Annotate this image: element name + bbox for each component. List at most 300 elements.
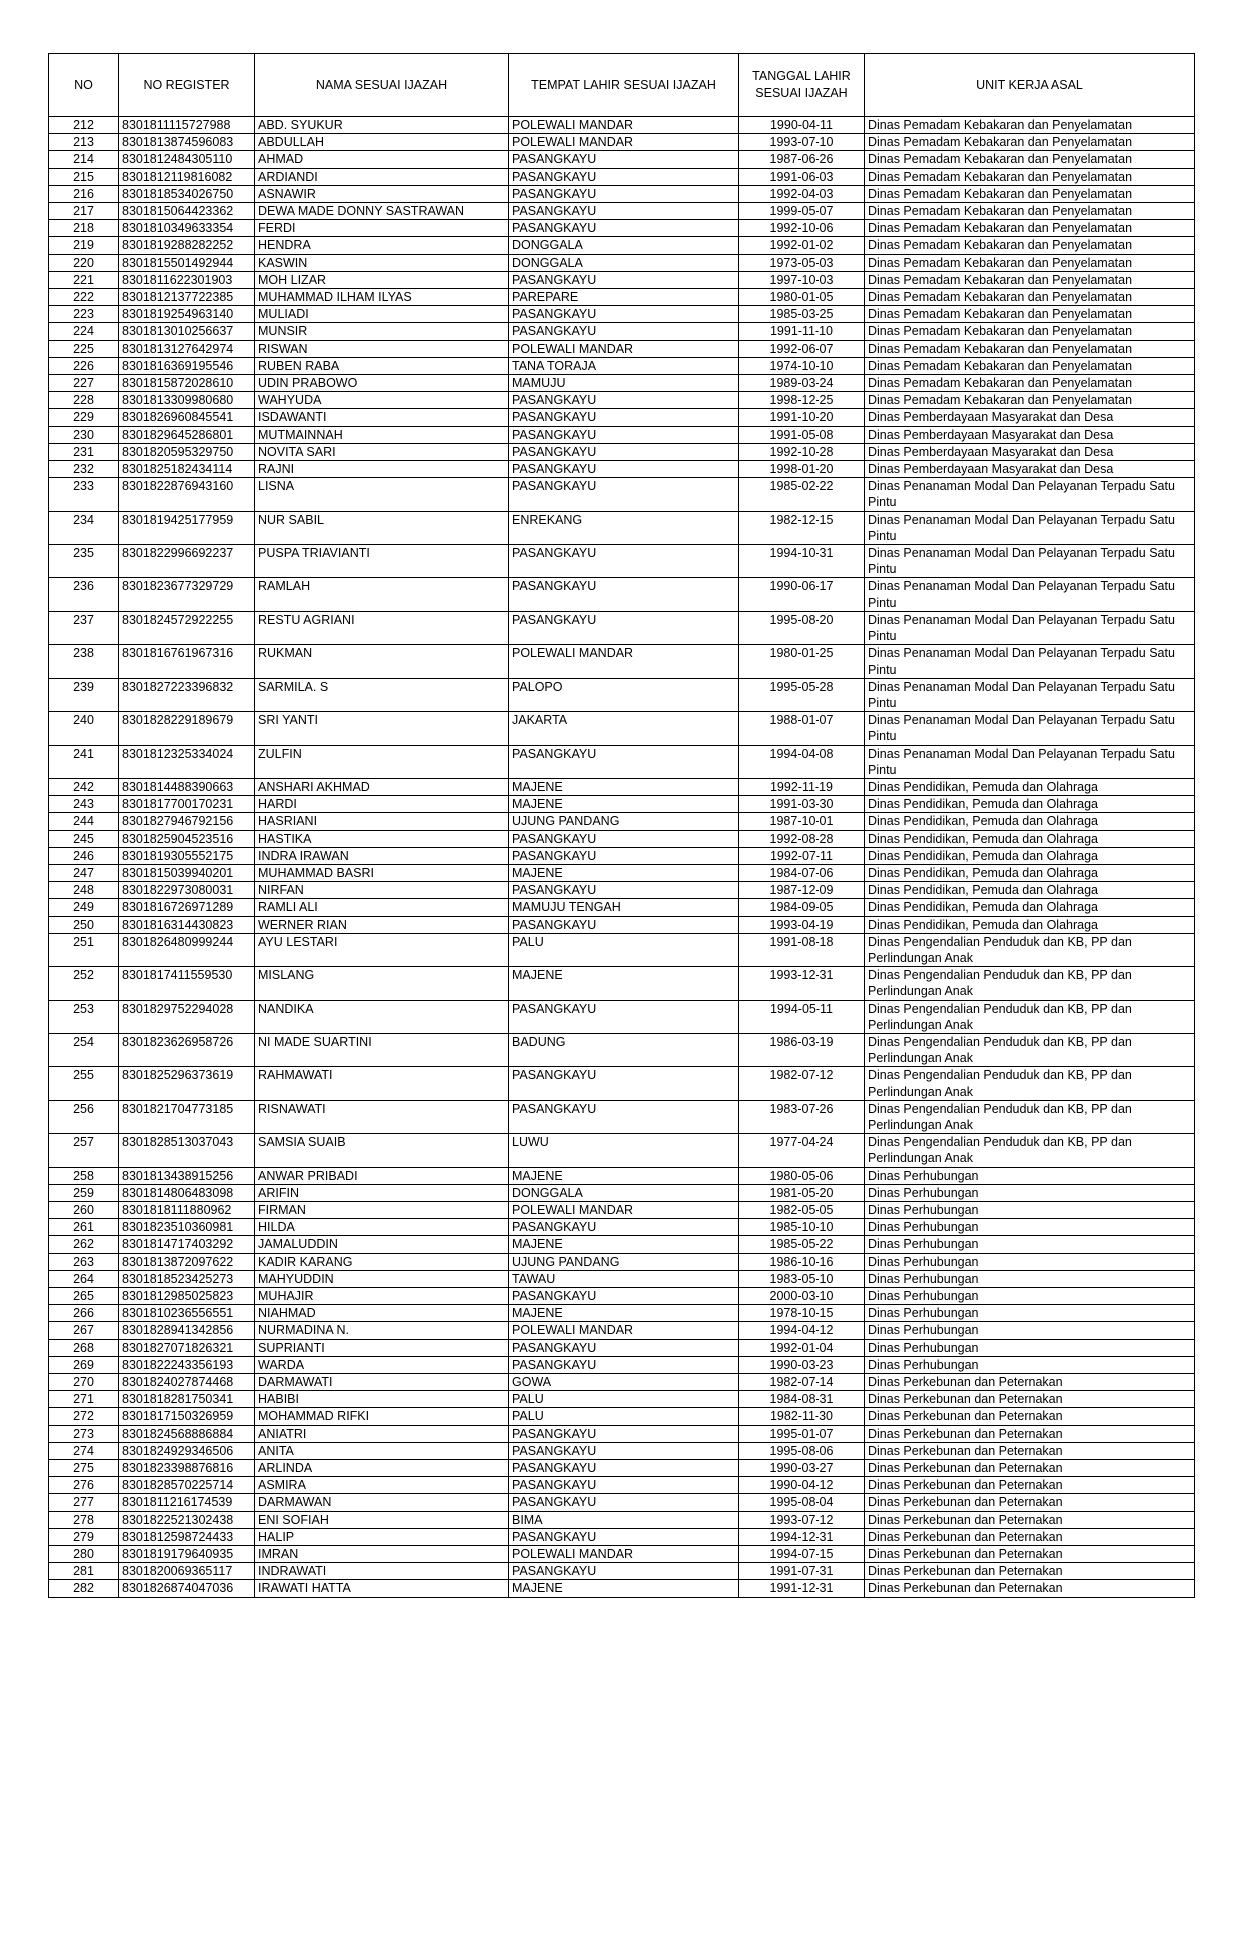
cell-tanggal-lahir: 1993-12-31 [739,967,865,1000]
cell-tanggal-lahir: 1992-10-28 [739,443,865,460]
cell-unit-kerja: Dinas Pemadam Kebakaran dan Penyelamatan [865,392,1195,409]
cell-no: 234 [49,511,119,544]
cell-unit-kerja: Dinas Pendidikan, Pemuda dan Olahraga [865,847,1195,864]
cell-register: 8301814806483098 [119,1184,255,1201]
cell-nama: SUPRIANTI [255,1339,509,1356]
cell-tanggal-lahir: 1984-09-05 [739,899,865,916]
cell-register: 8301816314430823 [119,916,255,933]
cell-no: 276 [49,1477,119,1494]
cell-nama: NIAHMAD [255,1305,509,1322]
cell-no: 245 [49,830,119,847]
table-row [49,1253,1195,1270]
cell-nama: HARDI [255,796,509,813]
cell-register: 8301812985025823 [119,1288,255,1305]
cell-tempat-lahir: PASANGKAYU [509,306,739,323]
cell-tanggal-lahir: 1991-11-10 [739,323,865,340]
cell-nama: INDRA IRAWAN [255,847,509,864]
cell-nama: MISLANG [255,967,509,1000]
cell-tanggal-lahir: 1994-05-11 [739,1000,865,1033]
cell-tanggal-lahir: 1983-05-10 [739,1270,865,1287]
table-row [49,185,1195,202]
cell-tempat-lahir: PASANGKAYU [509,1528,739,1545]
cell-unit-kerja: Dinas Penanaman Modal Dan Pelayanan Terpadu Satu Pintu [865,545,1195,578]
cell-no: 225 [49,340,119,357]
cell-unit-kerja: Dinas Perhubungan [865,1356,1195,1373]
cell-no: 257 [49,1134,119,1167]
cell-tempat-lahir: BADUNG [509,1033,739,1066]
cell-no: 252 [49,967,119,1000]
cell-unit-kerja: Dinas Perhubungan [865,1288,1195,1305]
cell-register: 8301812325334024 [119,745,255,778]
cell-unit-kerja: Dinas Perhubungan [865,1236,1195,1253]
cell-register: 8301814488390663 [119,778,255,795]
cell-nama: HALIP [255,1528,509,1545]
table-row [49,237,1195,254]
cell-tanggal-lahir: 1982-12-15 [739,511,865,544]
cell-unit-kerja: Dinas Pemadam Kebakaran dan Penyelamatan [865,185,1195,202]
cell-tempat-lahir: PASANGKAYU [509,323,739,340]
cell-tanggal-lahir: 1995-08-06 [739,1442,865,1459]
cell-no: 229 [49,409,119,426]
cell-nama: ANITA [255,1442,509,1459]
table-row [49,443,1195,460]
cell-nama: MUHAMMAD ILHAM ILYAS [255,289,509,306]
cell-register: 8301815501492944 [119,254,255,271]
cell-tempat-lahir: PALU [509,1391,739,1408]
cell-tanggal-lahir: 1994-04-08 [739,745,865,778]
table-row [49,1460,1195,1477]
cell-no: 217 [49,203,119,220]
cell-tanggal-lahir: 1987-10-01 [739,813,865,830]
cell-no: 243 [49,796,119,813]
table-row [49,1167,1195,1184]
cell-tempat-lahir: BIMA [509,1511,739,1528]
table-row [49,864,1195,881]
cell-tanggal-lahir: 1992-04-03 [739,185,865,202]
cell-tanggal-lahir: 2000-03-10 [739,1288,865,1305]
cell-register: 8301825296373619 [119,1067,255,1100]
table-row [49,1305,1195,1322]
cell-no: 277 [49,1494,119,1511]
document-sheet [48,53,1194,1598]
table-row [49,1000,1195,1033]
cell-no: 267 [49,1322,119,1339]
cell-tempat-lahir: POLEWALI MANDAR [509,1322,739,1339]
cell-unit-kerja: Dinas Pengendalian Penduduk dan KB, PP dan Perlindungan Anak [865,1067,1195,1100]
cell-tempat-lahir: PASANGKAYU [509,611,739,644]
table-row [49,168,1195,185]
cell-no: 224 [49,323,119,340]
cell-unit-kerja: Dinas Penanaman Modal Dan Pelayanan Terpadu Satu Pintu [865,511,1195,544]
cell-tanggal-lahir: 1982-11-30 [739,1408,865,1425]
cell-unit-kerja: Dinas Perkebunan dan Peternakan [865,1494,1195,1511]
cell-unit-kerja: Dinas Pendidikan, Pemuda dan Olahraga [865,778,1195,795]
cell-no: 255 [49,1067,119,1100]
cell-tempat-lahir: POLEWALI MANDAR [509,1202,739,1219]
cell-nama: UDIN PRABOWO [255,375,509,392]
cell-tanggal-lahir: 1995-08-04 [739,1494,865,1511]
cell-tempat-lahir: PASANGKAYU [509,185,739,202]
cell-tanggal-lahir: 1995-01-07 [739,1425,865,1442]
cell-tempat-lahir: PASANGKAYU [509,578,739,611]
cell-tempat-lahir: PASANGKAYU [509,271,739,288]
cell-tempat-lahir: TANA TORAJA [509,357,739,374]
cell-register: 8301810349633354 [119,220,255,237]
table-row [49,933,1195,966]
cell-unit-kerja: Dinas Perkebunan dan Peternakan [865,1442,1195,1459]
table-row [49,254,1195,271]
cell-no: 256 [49,1100,119,1133]
cell-tempat-lahir: MAJENE [509,967,739,1000]
cell-no: 260 [49,1202,119,1219]
table-row [49,1425,1195,1442]
cell-nama: NOVITA SARI [255,443,509,460]
cell-tempat-lahir: PASANGKAYU [509,1219,739,1236]
table-row [49,1219,1195,1236]
cell-register: 8301823398876816 [119,1460,255,1477]
cell-tempat-lahir: JAKARTA [509,712,739,745]
cell-nama: NANDIKA [255,1000,509,1033]
cell-tempat-lahir: MAJENE [509,1236,739,1253]
cell-unit-kerja: Dinas Pendidikan, Pemuda dan Olahraga [865,796,1195,813]
cell-unit-kerja: Dinas Pengendalian Penduduk dan KB, PP dan Perlindungan Anak [865,1033,1195,1066]
cell-unit-kerja: Dinas Pendidikan, Pemuda dan Olahraga [865,830,1195,847]
cell-unit-kerja: Dinas Penanaman Modal Dan Pelayanan Terpadu Satu Pintu [865,645,1195,678]
header-register: NO REGISTER [119,54,255,117]
cell-register: 8301812484305110 [119,151,255,168]
cell-nama: WERNER RIAN [255,916,509,933]
cell-nama: RESTU AGRIANI [255,611,509,644]
cell-tanggal-lahir: 1982-05-05 [739,1202,865,1219]
cell-tanggal-lahir: 1986-10-16 [739,1253,865,1270]
table-row [49,340,1195,357]
cell-tempat-lahir: UJUNG PANDANG [509,813,739,830]
cell-no: 230 [49,426,119,443]
cell-nama: ASMIRA [255,1477,509,1494]
cell-register: 8301813872097622 [119,1253,255,1270]
cell-tanggal-lahir: 1990-04-11 [739,117,865,134]
cell-tempat-lahir: POLEWALI MANDAR [509,1546,739,1563]
cell-nama: ARIFIN [255,1184,509,1201]
cell-tempat-lahir: MAJENE [509,796,739,813]
cell-unit-kerja: Dinas Perkebunan dan Peternakan [865,1528,1195,1545]
employee-table [48,53,1195,1598]
cell-unit-kerja: Dinas Perkebunan dan Peternakan [865,1563,1195,1580]
cell-register: 8301827946792156 [119,813,255,830]
cell-unit-kerja: Dinas Pendidikan, Pemuda dan Olahraga [865,916,1195,933]
cell-unit-kerja: Dinas Perhubungan [865,1202,1195,1219]
table-row [49,271,1195,288]
cell-tempat-lahir: PASANGKAYU [509,409,739,426]
cell-register: 8301814717403292 [119,1236,255,1253]
cell-nama: INDRAWATI [255,1563,509,1580]
cell-nama: AYU LESTARI [255,933,509,966]
cell-no: 266 [49,1305,119,1322]
cell-register: 8301821704773185 [119,1100,255,1133]
cell-nama: ZULFIN [255,745,509,778]
cell-tanggal-lahir: 1985-10-10 [739,1219,865,1236]
cell-register: 8301825182434114 [119,461,255,478]
cell-tempat-lahir: PASANGKAYU [509,1356,739,1373]
cell-tanggal-lahir: 1982-07-12 [739,1067,865,1100]
cell-nama: RAMLAH [255,578,509,611]
cell-tempat-lahir: PAREPARE [509,289,739,306]
cell-register: 8301823626958726 [119,1033,255,1066]
cell-unit-kerja: Dinas Pemberdayaan Masyarakat dan Desa [865,426,1195,443]
cell-unit-kerja: Dinas Perkebunan dan Peternakan [865,1477,1195,1494]
cell-unit-kerja: Dinas Pengendalian Penduduk dan KB, PP dan Perlindungan Anak [865,967,1195,1000]
cell-register: 8301824572922255 [119,611,255,644]
cell-tanggal-lahir: 1991-08-18 [739,933,865,966]
cell-register: 8301819179640935 [119,1546,255,1563]
cell-unit-kerja: Dinas Penanaman Modal Dan Pelayanan Terpadu Satu Pintu [865,611,1195,644]
cell-no: 222 [49,289,119,306]
cell-tanggal-lahir: 1980-01-25 [739,645,865,678]
cell-tempat-lahir: PASANGKAYU [509,1425,739,1442]
table-row [49,678,1195,711]
cell-no: 226 [49,357,119,374]
cell-nama: RAMLI ALI [255,899,509,916]
cell-nama: HILDA [255,1219,509,1236]
cell-register: 8301822521302438 [119,1511,255,1528]
cell-register: 8301822876943160 [119,478,255,511]
table-row [49,611,1195,644]
cell-tanggal-lahir: 1985-03-25 [739,306,865,323]
cell-nama: JAMALUDDIN [255,1236,509,1253]
cell-tanggal-lahir: 1997-10-03 [739,271,865,288]
cell-no: 248 [49,882,119,899]
cell-tanggal-lahir: 1990-04-12 [739,1477,865,1494]
cell-nama: HENDRA [255,237,509,254]
cell-register: 8301813127642974 [119,340,255,357]
cell-nama: WARDA [255,1356,509,1373]
cell-nama: HABIBI [255,1391,509,1408]
cell-nama: MUHAJIR [255,1288,509,1305]
cell-tanggal-lahir: 1990-06-17 [739,578,865,611]
table-row [49,1546,1195,1563]
cell-nama: DARMAWAN [255,1494,509,1511]
cell-no: 214 [49,151,119,168]
cell-nama: NIRFAN [255,882,509,899]
cell-nama: ENI SOFIAH [255,1511,509,1528]
cell-tempat-lahir: PASANGKAYU [509,745,739,778]
cell-tempat-lahir: PASANGKAYU [509,1477,739,1494]
cell-no: 281 [49,1563,119,1580]
cell-unit-kerja: Dinas Perhubungan [865,1322,1195,1339]
cell-unit-kerja: Dinas Perhubungan [865,1184,1195,1201]
cell-tanggal-lahir: 1992-01-02 [739,237,865,254]
cell-tanggal-lahir: 1994-12-31 [739,1528,865,1545]
cell-nama: SAMSIA SUAIB [255,1134,509,1167]
cell-nama: SRI YANTI [255,712,509,745]
cell-register: 8301813438915256 [119,1167,255,1184]
cell-tanggal-lahir: 1992-01-04 [739,1339,865,1356]
cell-tempat-lahir: PASANGKAYU [509,443,739,460]
cell-tempat-lahir: PASANGKAYU [509,1494,739,1511]
cell-register: 8301818534026750 [119,185,255,202]
cell-register: 8301812137722385 [119,289,255,306]
table-row [49,967,1195,1000]
cell-register: 8301817411559530 [119,967,255,1000]
cell-register: 8301819425177959 [119,511,255,544]
cell-unit-kerja: Dinas Pengendalian Penduduk dan KB, PP dan Perlindungan Anak [865,933,1195,966]
cell-tanggal-lahir: 1993-07-12 [739,1511,865,1528]
cell-register: 8301816369195546 [119,357,255,374]
cell-tempat-lahir: DONGGALA [509,1184,739,1201]
cell-unit-kerja: Dinas Perhubungan [865,1253,1195,1270]
cell-register: 8301816761967316 [119,645,255,678]
table-row [49,1528,1195,1545]
cell-tempat-lahir: MAJENE [509,1305,739,1322]
cell-no: 236 [49,578,119,611]
cell-register: 8301829752294028 [119,1000,255,1033]
table-row [49,712,1195,745]
cell-tempat-lahir: PASANGKAYU [509,1442,739,1459]
cell-tanggal-lahir: 1991-05-08 [739,426,865,443]
cell-no: 246 [49,847,119,864]
cell-no: 271 [49,1391,119,1408]
cell-unit-kerja: Dinas Pemberdayaan Masyarakat dan Desa [865,461,1195,478]
table-row [49,1511,1195,1528]
cell-tempat-lahir: PASANGKAYU [509,847,739,864]
cell-tempat-lahir: PASANGKAYU [509,168,739,185]
table-row [49,1202,1195,1219]
cell-no: 247 [49,864,119,881]
cell-unit-kerja: Dinas Pemadam Kebakaran dan Penyelamatan [865,375,1195,392]
cell-tempat-lahir: POLEWALI MANDAR [509,117,739,134]
table-row [49,1391,1195,1408]
cell-tanggal-lahir: 1999-05-07 [739,203,865,220]
table-row [49,578,1195,611]
cell-tempat-lahir: PASANGKAYU [509,478,739,511]
cell-tempat-lahir: MAJENE [509,1167,739,1184]
cell-nama: RISNAWATI [255,1100,509,1133]
cell-register: 8301817150326959 [119,1408,255,1425]
cell-unit-kerja: Dinas Perhubungan [865,1270,1195,1287]
cell-nama: ANWAR PRIBADI [255,1167,509,1184]
cell-register: 8301824568886884 [119,1425,255,1442]
table-row [49,813,1195,830]
cell-tempat-lahir: PASANGKAYU [509,461,739,478]
cell-register: 8301827223396832 [119,678,255,711]
cell-no: 215 [49,168,119,185]
cell-tempat-lahir: PASANGKAYU [509,203,739,220]
cell-tempat-lahir: PASANGKAYU [509,1288,739,1305]
cell-unit-kerja: Dinas Perhubungan [865,1219,1195,1236]
table-row [49,1100,1195,1133]
cell-nama: LISNA [255,478,509,511]
cell-no: 216 [49,185,119,202]
cell-nama: ISDAWANTI [255,409,509,426]
table-row [49,1339,1195,1356]
cell-no: 278 [49,1511,119,1528]
cell-tanggal-lahir: 1989-03-24 [739,375,865,392]
cell-register: 8301828570225714 [119,1477,255,1494]
cell-unit-kerja: Dinas Pengendalian Penduduk dan KB, PP dan Perlindungan Anak [865,1134,1195,1167]
cell-nama: RISWAN [255,340,509,357]
cell-register: 8301822243356193 [119,1356,255,1373]
cell-unit-kerja: Dinas Pemadam Kebakaran dan Penyelamatan [865,323,1195,340]
cell-no: 213 [49,134,119,151]
cell-no: 254 [49,1033,119,1066]
table-row [49,203,1195,220]
cell-tempat-lahir: PALU [509,933,739,966]
cell-tanggal-lahir: 1993-04-19 [739,916,865,933]
cell-unit-kerja: Dinas Penanaman Modal Dan Pelayanan Terpadu Satu Pintu [865,712,1195,745]
table-row [49,1270,1195,1287]
table-row [49,1134,1195,1167]
cell-no: 262 [49,1236,119,1253]
cell-tempat-lahir: MAMUJU [509,375,739,392]
table-row [49,1236,1195,1253]
cell-register: 8301828941342856 [119,1322,255,1339]
cell-tempat-lahir: PASANGKAYU [509,830,739,847]
cell-tempat-lahir: PASANGKAYU [509,882,739,899]
cell-register: 8301815039940201 [119,864,255,881]
cell-nama: DEWA MADE DONNY SASTRAWAN [255,203,509,220]
cell-register: 8301812598724433 [119,1528,255,1545]
cell-unit-kerja: Dinas Pemadam Kebakaran dan Penyelamatan [865,306,1195,323]
cell-tempat-lahir: PASANGKAYU [509,1460,739,1477]
cell-no: 265 [49,1288,119,1305]
cell-no: 244 [49,813,119,830]
cell-no: 228 [49,392,119,409]
cell-unit-kerja: Dinas Pendidikan, Pemuda dan Olahraga [865,882,1195,899]
cell-tanggal-lahir: 1987-06-26 [739,151,865,168]
cell-register: 8301828513037043 [119,1134,255,1167]
cell-tanggal-lahir: 1985-05-22 [739,1236,865,1253]
cell-tanggal-lahir: 1982-07-14 [739,1374,865,1391]
cell-tanggal-lahir: 1992-11-19 [739,778,865,795]
table-row [49,426,1195,443]
table-header [49,54,1195,117]
cell-tempat-lahir: PASANGKAYU [509,1100,739,1133]
cell-tempat-lahir: PASANGKAYU [509,151,739,168]
cell-nama: MUTMAINNAH [255,426,509,443]
table-row [49,1408,1195,1425]
table-row [49,392,1195,409]
cell-tanggal-lahir: 1994-07-15 [739,1546,865,1563]
cell-register: 8301824027874468 [119,1374,255,1391]
cell-no: 227 [49,375,119,392]
cell-tempat-lahir: MAJENE [509,778,739,795]
cell-no: 232 [49,461,119,478]
cell-no: 270 [49,1374,119,1391]
cell-register: 8301810236556551 [119,1305,255,1322]
cell-unit-kerja: Dinas Pendidikan, Pemuda dan Olahraga [865,899,1195,916]
header-nama: NAMA SESUAI IJAZAH [255,54,509,117]
table-row [49,151,1195,168]
cell-tempat-lahir: TAWAU [509,1270,739,1287]
cell-tanggal-lahir: 1994-10-31 [739,545,865,578]
cell-unit-kerja: Dinas Perhubungan [865,1305,1195,1322]
table-row [49,306,1195,323]
cell-tempat-lahir: PALU [509,1408,739,1425]
cell-register: 8301819288282252 [119,237,255,254]
cell-unit-kerja: Dinas Pengendalian Penduduk dan KB, PP dan Perlindungan Anak [865,1000,1195,1033]
cell-nama: SARMILA. S [255,678,509,711]
cell-tanggal-lahir: 1991-12-31 [739,1580,865,1597]
cell-tanggal-lahir: 1980-05-06 [739,1167,865,1184]
cell-nama: MUNSIR [255,323,509,340]
cell-tempat-lahir: PALOPO [509,678,739,711]
cell-no: 238 [49,645,119,678]
cell-nama: KADIR KARANG [255,1253,509,1270]
table-row [49,830,1195,847]
cell-tanggal-lahir: 1995-05-28 [739,678,865,711]
cell-tanggal-lahir: 1985-02-22 [739,478,865,511]
cell-nama: DARMAWATI [255,1374,509,1391]
